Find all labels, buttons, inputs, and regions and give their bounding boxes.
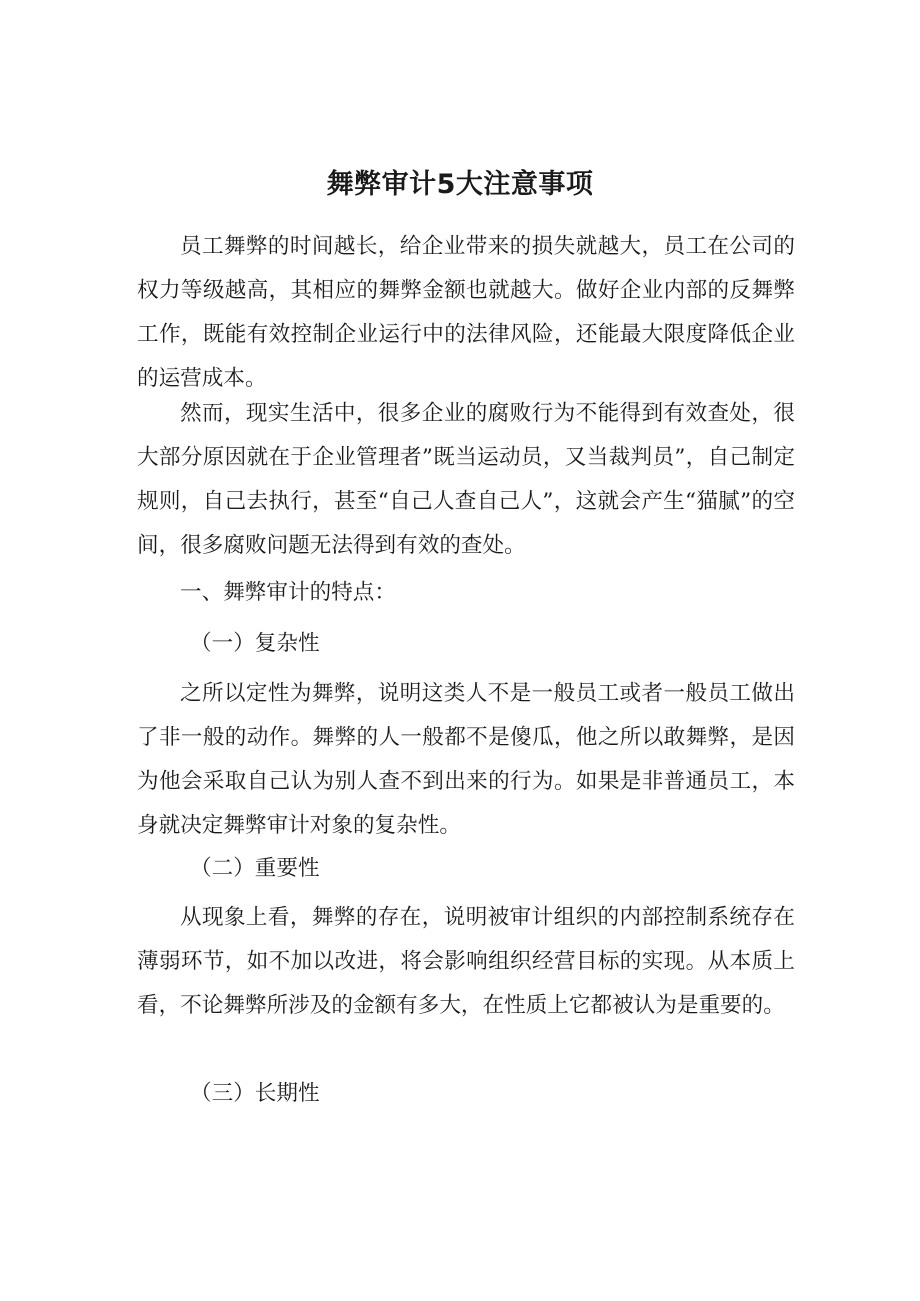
subheading-importance: （二）重要性 [190,856,320,881]
subheading-complexity: （一）复杂性 [190,631,320,656]
document-title: 舞弊审计5大注意事项 [326,169,594,200]
paragraph-context: 然而，现实生活中，很多企业的腐败行为不能得到有效查处，很大部分原因就在于企业管理者”既当运动员，又当裁判员”，自己制定规则，自己去执行，甚至“自己人查自己人”，这就会产生“猫腻”的空间，很多腐败问题无法得到有效的查处。 [137,401,795,558]
paragraph-importance: 从现象上看，舞弊的存在，说明被审计组织的内部控制系统存在薄弱环节，如不加以改进，将会影响组织经营目标的实现。从本质上看，不论舞弊所涉及的金额有多大，在性质上它都被认为是重要的。 [137,905,795,1018]
paragraph-complexity: 之所以定性为舞弊，说明这类人不是一般员工或者一般员工做出了非一般的动作。舞弊的人一般都不是傻瓜，他之所以敢舞弊，是因为他会采取自己认为别人查不到出来的行为。如果是非普通员工，本身就决定舞弊审计对象的复杂性。 [137,681,795,838]
paragraph-intro: 员工舞弊的时间越长，给企业带来的损失就越大，员工在公司的权力等级越高，其相应的舞弊金额也就越大。做好企业内部的反舞弊工作，既能有效控制企业运行中的法律风险，还能最大限度降低企业的运营成本。 [137,234,795,391]
subheading-longterm: （三）长期性 [190,1081,320,1106]
section-heading-features: 一、舞弊审计的特点： [180,580,396,605]
